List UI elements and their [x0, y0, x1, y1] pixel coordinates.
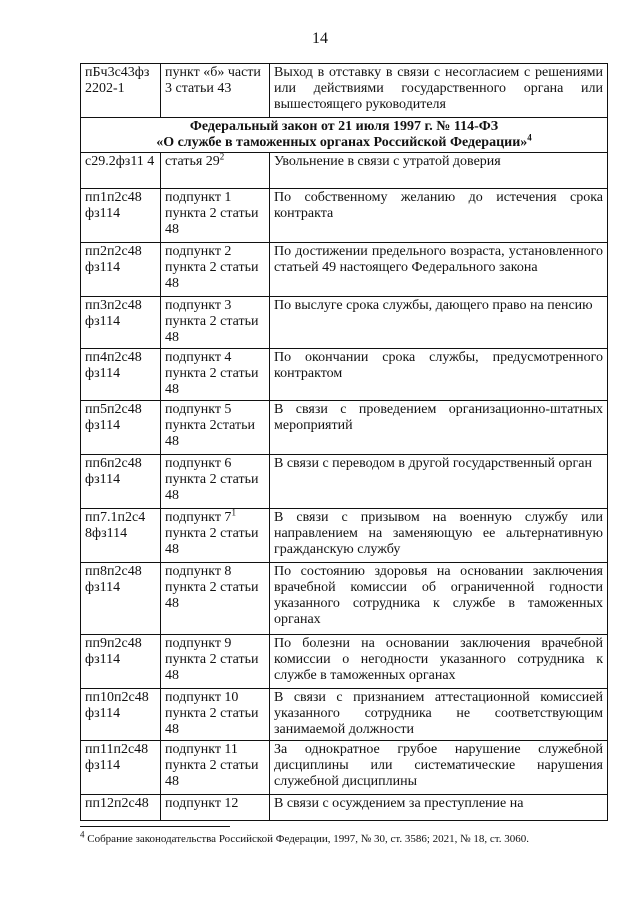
code-cell: пБч3с43фз 2202-1	[81, 64, 161, 118]
reference-cell	[161, 635, 270, 689]
reference-cell	[161, 741, 270, 795]
description-cell: В связи с признанием аттестационной комиссией указанного сотрудника не соответствующим занимаемой должности	[270, 689, 608, 741]
reference-text: подпункт 12	[165, 796, 239, 811]
table-row	[81, 189, 608, 243]
description-cell: В связи с проведением организационно-штатных мероприятий	[270, 401, 608, 455]
reference-cell	[161, 189, 270, 243]
reference-cell	[161, 563, 270, 635]
description-cell: По выслуге срока службы, дающего право на пенсию	[270, 297, 608, 349]
reference-text: подпункт 1 пункта 2 статьи 48	[165, 190, 259, 237]
code-cell: пп6п2с48 фз114	[81, 455, 161, 509]
reference-cell	[161, 153, 270, 189]
table-row	[81, 795, 608, 821]
description-cell: Выход в отставку в связи с несогласием с решениями или действиями государственного органа или вышестоящего руководителя	[270, 64, 608, 118]
table-row	[81, 563, 608, 635]
description-cell: По окончании срока службы, предусмотренного контрактом	[270, 349, 608, 401]
description-cell: В связи с осуждением за преступление на	[270, 795, 608, 821]
code-cell: пп5п2с48 фз114	[81, 401, 161, 455]
footnote	[80, 829, 607, 845]
description-cell: В связи с призывом на военную службу или направлением на заменяющую ее альтернативную гражданскую службу	[270, 509, 608, 563]
reference-cell	[161, 297, 270, 349]
code-cell: пп2п2с48 фз114	[81, 243, 161, 297]
section-header-row	[81, 118, 608, 153]
footnote-text: Собрание законодательства Российской Федерации, 1997, № 30, ст. 3586; 2021, № 18, ст. 3060.	[84, 833, 529, 845]
reference-text-head: подпункт 7	[165, 510, 232, 525]
reference-text-head: статья 29	[165, 154, 220, 169]
description-cell: По достижении предельного возраста, установленного статьей 49 настоящего Федерального закона	[270, 243, 608, 297]
table-row	[81, 243, 608, 297]
footnote-divider	[80, 826, 230, 827]
table-row	[81, 153, 608, 189]
table-row	[81, 297, 608, 349]
description-cell: По состоянию здоровья на основании заключения врачебной комиссии об ограниченной годности указанного сотрудника к службе в таможенных органах	[270, 563, 608, 635]
reference-text: подпункт 9 пункта 2 статьи 48	[165, 636, 259, 683]
footnote-number: 4	[80, 829, 85, 840]
description-cell: Увольнение в связи с утратой доверия	[270, 153, 608, 189]
reference-text: подпункт 11 пункта 2 статьи 48	[165, 742, 259, 789]
reference-cell	[161, 243, 270, 297]
reference-text: подпункт 5 пункта 2статьи 48	[165, 402, 255, 449]
description-cell: По болезни на основании заключения врачебной комиссии о негодности указанного сотрудника к службе в таможенных органах	[270, 635, 608, 689]
reference-text: подпункт 2 пункта 2 статьи 48	[165, 244, 259, 291]
code-cell: пп8п2с48 фз114	[81, 563, 161, 635]
code-cell: пп7.1п2с4 8фз114	[81, 509, 161, 563]
reference-text: подпункт 6 пункта 2 статьи 48	[165, 456, 259, 503]
description-cell: За однократное грубое нарушение служебной дисциплины или систематические нарушения служебной дисциплины	[270, 741, 608, 795]
table-row	[81, 741, 608, 795]
code-cell: пп1п2с48 фз114	[81, 189, 161, 243]
code-cell: пп11п2с48 фз114	[81, 741, 161, 795]
description-cell: В связи с переводом в другой государственный орган	[270, 455, 608, 509]
table-row	[81, 509, 608, 563]
code-cell: пп4п2с48 фз114	[81, 349, 161, 401]
table-row	[81, 635, 608, 689]
reference-cell	[161, 795, 270, 821]
code-cell: пп12п2с48	[81, 795, 161, 821]
table-row	[81, 349, 608, 401]
footnote-marker: 4	[527, 132, 532, 143]
table-row	[81, 455, 608, 509]
reference-text	[165, 507, 259, 557]
reference-cell	[161, 455, 270, 509]
reference-cell	[161, 349, 270, 401]
reference-cell	[161, 401, 270, 455]
reference-text-tail: пункта 2 статьи 48	[165, 526, 259, 557]
table-row	[81, 64, 608, 118]
table-row	[81, 401, 608, 455]
document-table	[80, 63, 608, 821]
code-cell: пп10п2с48 фз114	[81, 689, 161, 741]
reference-cell: пункт «б» части 3 статьи 43	[161, 64, 270, 118]
reference-text: подпункт 3 пункта 2 статьи 48	[165, 298, 259, 345]
reference-cell	[161, 689, 270, 741]
reference-superscript: 1	[231, 507, 236, 518]
code-cell: пп9п2с48 фз114	[81, 635, 161, 689]
code-cell: пп3п2с48 фз114	[81, 297, 161, 349]
section-title-line2: «О службе в таможенных органах Российской Федерации»	[156, 135, 528, 150]
section-title	[81, 118, 608, 153]
reference-text: подпункт 8 пункта 2 статьи 48	[165, 564, 259, 611]
reference-text	[165, 151, 225, 169]
code-cell: с29.2фз11 4	[81, 153, 161, 189]
section-title-line1: Федеральный закон от 21 июля 1997 г. № 114-ФЗ	[189, 119, 499, 134]
reference-cell	[161, 509, 270, 563]
reference-superscript: 2	[219, 151, 225, 162]
page-number: 14	[312, 30, 328, 47]
reference-text: подпункт 4 пункта 2 статьи 48	[165, 350, 259, 397]
description-cell: По собственному желанию до истечения срока контракта	[270, 189, 608, 243]
reference-text: подпункт 10 пункта 2 статьи 48	[165, 690, 259, 737]
table-row	[81, 689, 608, 741]
